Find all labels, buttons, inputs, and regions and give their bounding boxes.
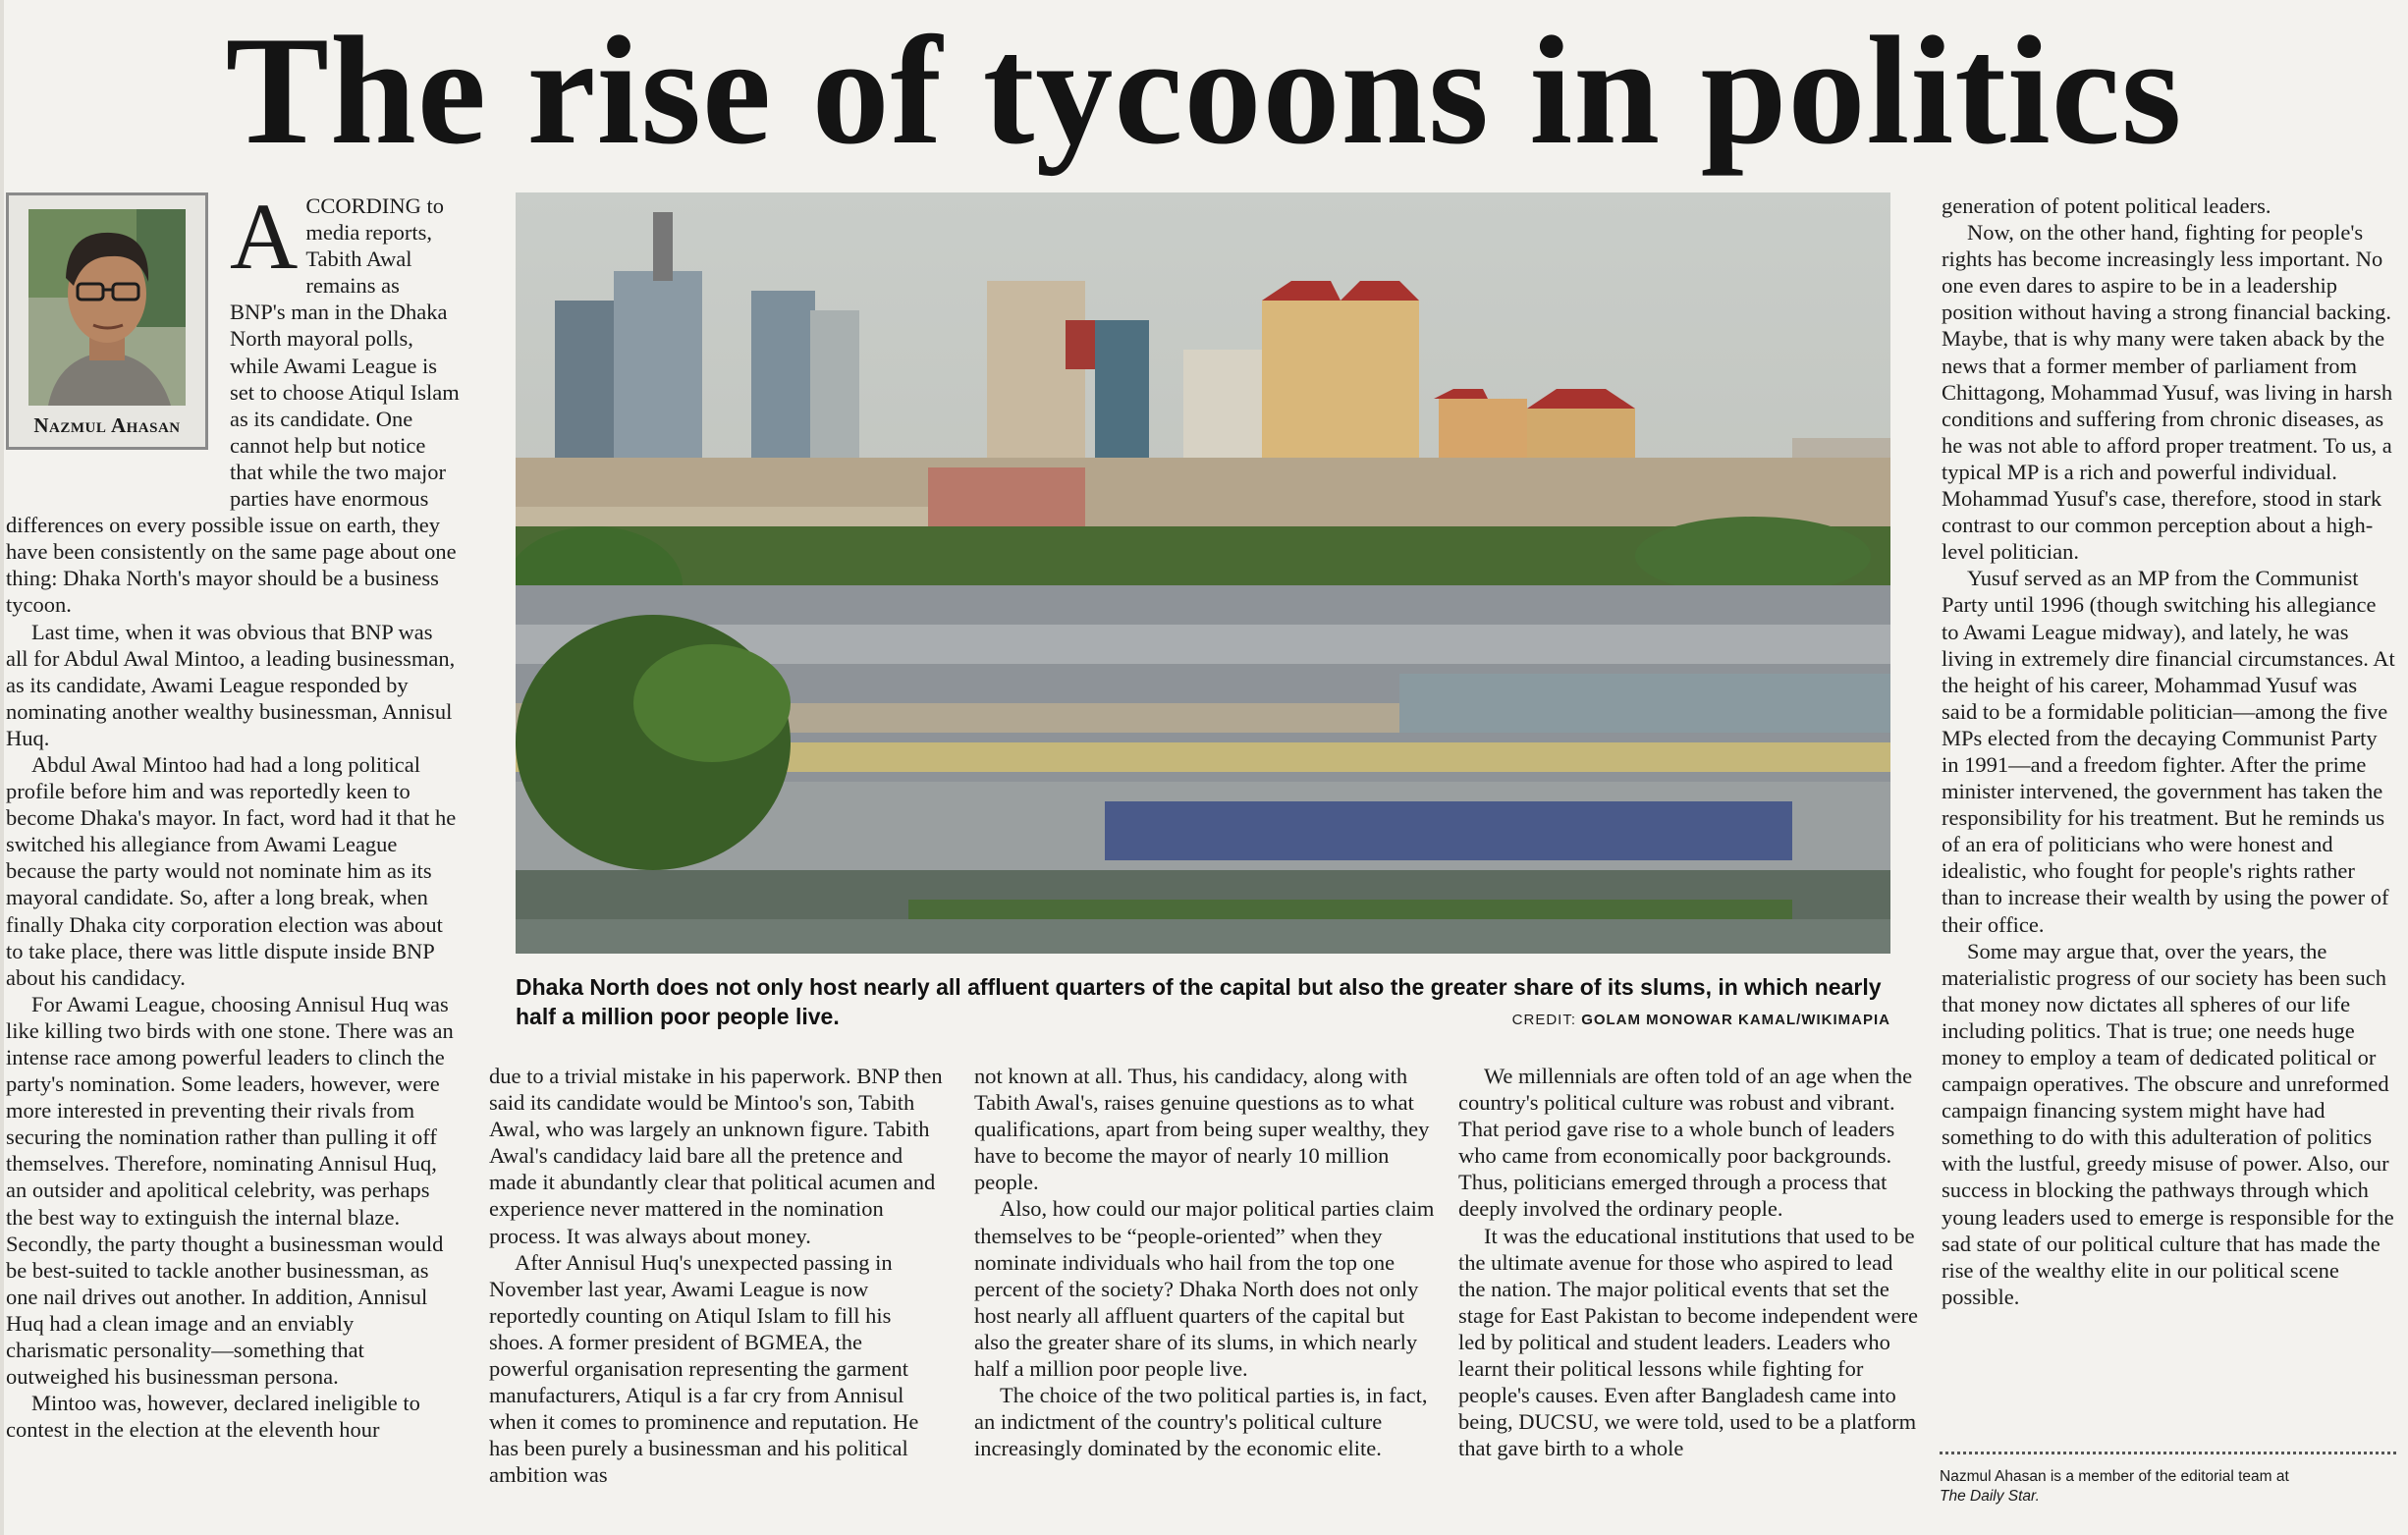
author-name: Nazmul Ahasan [33,413,181,437]
author-signature [1940,1467,2396,1507]
col5-paragraph: Yusuf served as an MP from the Communist Party until 1996 (though switching his allegiance to Awami League midway), and lately, he was living in extremely dire financial circumstances. At the height of his career, Mohammad Yusuf was said to be a formidable politician—among the five MPs elected from the decaying Communist Party in 1991—and a freedom fighter. After the prime minister intervened, the government has taken the responsibility for his treatment. But he reminds us of an era of politicians who were honest and idealistic, who fought for people's rights rather than to increase their wealth by using the power of their office. [1942,566,2395,937]
col2-paragraph: due to a trivial mistake in his paperwork. BNP then said its candidate would be Mintoo's son, Tabith Awal, who was largely an unknown figure. Tabith Awal's candidacy laid bare all the pretence and made it abundantly clear that political acumen and experience never mattered in the nomination process. It was always about money. [489,1064,943,1248]
signature-divider [1940,1452,2396,1454]
col1-paragraph: Mintoo was, however, declared ineligible to contest in the election at the eleventh hour [6,1391,420,1443]
col3-paragraph: not known at all. Thus, his candidacy, along with Tabith Awal's, raises genuine questions as to what qualifications, apart from being super wealthy, they have to become the mayor of nearly 10 million people. [974,1064,1430,1195]
col1-paragraph: For Awami League, choosing Annisul Huq was like killing two birds with one stone. There was an intense race among powerful leaders to clinch the party's nomination. Some leaders, however, were more interested in preventing their rivals from securing the nomination rather than pulling it off themselves. Therefore, nominating Annisul Huq, an outsider and apolitical celebrity, was perhaps the best way to extinguish the internal blaze. Secondly, the party thought a businessman would be best-suited to tackle another businessman, as one nail drives out another. In addition, Annisul Huq had a clean image and an enviably charismatic personality—something that outweighed his businessman persona. [6,991,454,1390]
signature-publication: The Daily Star. [1940,1488,2040,1505]
headline: The rise of tycoons in politics [225,5,2183,177]
col5-paragraph: Some may argue that, over the years, the materialistic progress of our society has been such that money now dictates all spheres of our life including politics. That is true; one needs huge money to employ a team of dedicated political or campaign operatives. The obscure and unreformed campaign financing system might have had something to do with this adulteration of politics with the lustful, greedy misuse of power. Also, our success in blocking the pathways through which young leaders used to emerge is responsible for the sad state of our political culture that has made the rise of the wealthy elite in our political scene possible. [1942,938,2394,1309]
col4-paragraph: We millennials are often told of an age when the country's political culture was robust and vibrant. That period gave rise to a whole bunch of leaders who came from economically poor backgrounds. Thus, politicians emerged through a process that deeply involved the ordinary people. [1458,1064,1913,1222]
column-3 [974,1063,1436,1461]
lead-text: CCORDING to media reports, Tabith Awal remains as BNP's man in the Dhaka North mayoral polls, while Awami League is set to choose Atiqul Islam as its candidate. One cannot help but notice that while the two major parties have enormous differences on every possible issue on earth, they have been consistently on the same page about one thing: Dhaka North's mayor should be a business tycoon. [6,193,460,618]
column-1 [6,184,460,1443]
col3-paragraph: The choice of the two political parties is, in fact, an indictment of the country's political culture increasingly dominated by the economic elite. [974,1383,1428,1461]
page-edge [0,0,4,1535]
signature-text: Nazmul Ahasan is a member of the editorial team at [1940,1468,2289,1485]
col1-paragraph: Last time, when it was obvious that BNP was all for Abdul Awal Mintoo, a leading businessman, as its candidate, Awami League responded by nominating another wealthy businessman, Annisul Huq. [6,619,456,750]
column-2 [489,1063,943,1489]
credit-name: GOLAM MONOWAR KAMAL/WIKIMAPIA [1581,1012,1890,1028]
photo-caption: Dhaka North does not only host nearly all affluent quarters of the capital but also the greater share of its slums, in which nearly half a million poor people live. [516,974,1882,1029]
col3-paragraph: Also, how could our major political parties claim themselves to be “people-oriented” when they nominate individuals who hail from the top one percent of the society? Dhaka North does not only host nearly all affluent quarters of the capital but also the greater share of its slums, in which nearly half a million poor people live. [974,1196,1435,1382]
col5-paragraph: generation of potent political leaders. [1942,193,2271,218]
credit-label: CREDIT: [1511,1012,1577,1028]
column-5 [1942,192,2396,1310]
col5-paragraph: Now, on the other hand, fighting for people's rights has become increasingly less important. No one even dares to aspire to be in a leadership position without having a strong financial backing. Maybe, that is why many were taken aback by the news that a former member of parliament from Chittagong, Mohammad Yusuf, was living in harsh conditions and suffering from chronic diseases, as he was not able to afford proper treatment. To us, a typical MP is a rich and powerful individual. Mohammad Yusuf's case, therefore, stood in stark contrast to our common perception about a high-level politician. [1942,220,2393,565]
col2-paragraph: After Annisul Huq's unexpected passing in November last year, Awami League is now reportedly counting on Atiqul Islam to fill his shoes. A former president of BGMEA, the powerful organisation representing the garment manufacturers, Atiqul is a far cry from Annisul when it comes to prominence and reputation. He has been purely a businessman and his political ambition was [489,1249,919,1488]
drop-cap: A [230,184,299,289]
author-box-spacer [6,192,230,487]
col1-paragraph: Abdul Awal Mintoo had had a long political profile before him and was reportedly keen to become Dhaka's mayor. In fact, word had it that he switched his allegiance from Awami League because the party would not nominate him as its mayoral candidate. So, after a long break, when finally Dhaka city corporation election was about to take place, there was little dispute inside BNP about his candidacy. [6,751,457,990]
photo-credit [1375,1012,1890,1028]
col4-paragraph: It was the educational institutions that used to be the ultimate avenue for those who aspired to lead the nation. The major political events that set the stage for East Pakistan to become independent were led by political and student leaders. Leaders who learnt their political lessons while fighting for people's causes. Even after Bangladesh came into being, DUCSU, we were told, used to be a platform that gave birth to a whole [1458,1223,1918,1461]
dhaka-skyline-photo [516,192,1890,954]
column-4 [1458,1063,1918,1461]
